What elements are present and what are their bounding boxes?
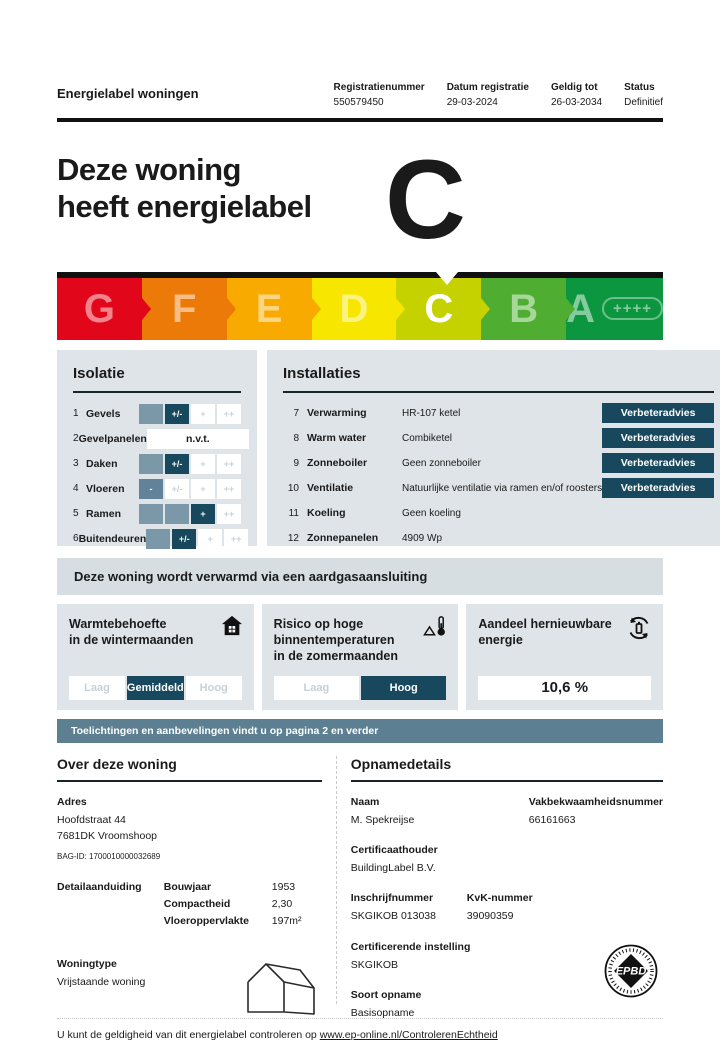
isolatie-row-gevelpanelen: 2 Gevelpanelen n.v.t. xyxy=(73,429,241,449)
rating-not-applicable: n.v.t. xyxy=(147,429,249,449)
current-label-pointer-icon xyxy=(436,272,458,285)
panel-title: Risico op hoge binnentemperaturen in de zomermaanden xyxy=(273,616,399,664)
option-laag: Laag xyxy=(69,676,125,700)
inschrijf-kvk-row xyxy=(351,892,663,924)
verbeteradvies-button[interactable]: Verbeteradvies xyxy=(602,428,714,448)
scale-arrow-icon xyxy=(142,298,151,320)
scale-segment-d xyxy=(312,278,397,340)
footer: U kunt de geldigheid van dit energielabel controleren op www.ep-online.nl/ControlerenEchtheid xyxy=(57,1018,663,1040)
installatie-row-verwarming: 7 Verwarming HR-107 ketel Verbeteradvies xyxy=(283,404,714,423)
option-hoog: Hoog xyxy=(361,676,446,700)
scale-segments xyxy=(57,278,663,340)
rating-cells xyxy=(139,479,241,499)
installatie-row-zonnepanelen: 12 Zonnepanelen 4909 Wp xyxy=(287,532,443,545)
verbeteradvies-button[interactable]: Verbeteradvies xyxy=(602,478,714,498)
certificaathouder-block: Certificaathouder BuildingLabel B.V. xyxy=(350,844,438,875)
rating-cell: ++ xyxy=(217,454,241,474)
segment-letter: B xyxy=(509,286,539,331)
scale-segment-a xyxy=(566,278,663,340)
rating-cell: ++ xyxy=(217,504,241,524)
adres-block: Adres Hoofdstraat 44 7681DK Vroomshoop BAG-ID: 1700010000032689 xyxy=(57,796,322,862)
option-gemiddeld: Gemiddeld xyxy=(127,676,184,700)
details-section xyxy=(57,755,663,1019)
installatie-row-ventilatie: 10 Ventilatie Natuurlijke ventilatie via ramen en/of roosters Verbeteradvies xyxy=(283,479,714,498)
scale-segment-g xyxy=(57,278,142,340)
indicator-panels xyxy=(57,604,663,710)
segment-letter: E xyxy=(255,286,283,331)
panel-title: Aandeel hernieuwbare energie xyxy=(478,616,612,648)
header-divider xyxy=(57,118,663,122)
installatie-row-koeling: 11 Koeling Geen koeling xyxy=(288,507,461,520)
energy-label-scale xyxy=(57,272,663,340)
fact-vloeroppervlakte: Vloeroppervlakte 197m² xyxy=(163,915,302,928)
rating-cell xyxy=(139,504,163,524)
rating-cell: +/- xyxy=(165,404,189,424)
isolatie-row-vloeren: 4 Vloeren - +/- + ++ xyxy=(73,479,241,499)
hernieuwbare-energie-panel xyxy=(466,604,663,710)
rating-cell: + xyxy=(191,404,215,424)
bag-id: BAG-ID: 1700010000032689 xyxy=(57,852,161,862)
section-rule xyxy=(283,391,714,393)
scale-segment-c xyxy=(396,278,481,340)
installatie-row-zonneboiler: 9 Zonneboiler Geen zonneboiler Verbeteradvies xyxy=(283,454,714,473)
svg-text:EPBD: EPBD xyxy=(615,965,647,978)
segment-letter: F xyxy=(172,286,197,331)
opnamedetails-section xyxy=(336,755,663,1019)
rating-cell xyxy=(165,504,189,524)
renewable-energy-icon xyxy=(626,615,652,646)
section-rule xyxy=(351,780,663,782)
rating-cells xyxy=(139,454,241,474)
renewable-energy-value: 10,6 % xyxy=(478,676,651,700)
segment-letter: D xyxy=(339,286,369,331)
warmtebehoefte-panel xyxy=(57,604,254,710)
installaties-title: Installaties xyxy=(283,364,361,382)
segment-letter: A xyxy=(566,286,595,331)
scale-segment-f xyxy=(142,278,227,340)
header-fields xyxy=(312,82,663,108)
woning-facts xyxy=(164,881,322,932)
risico-options xyxy=(274,676,447,700)
verbeteradvies-button[interactable]: Verbeteradvies xyxy=(602,453,714,473)
installaties-panel xyxy=(267,350,720,546)
rating-cell: + xyxy=(198,529,222,549)
rating-cell xyxy=(139,454,163,474)
rating-cells xyxy=(139,504,241,524)
scale-arrow-icon xyxy=(566,298,575,320)
scale-arrow-icon xyxy=(312,298,321,320)
isolatie-panel xyxy=(57,350,257,546)
segment-letter: G xyxy=(83,286,115,331)
isolatie-row-buitendeuren: 6 Buitendeuren +/- + ++ xyxy=(73,529,241,549)
rating-cell: +/- xyxy=(172,529,196,549)
certificerende-instelling-block: Certificerende instelling SKGIKOB xyxy=(350,940,471,971)
segment-letter: C xyxy=(424,286,454,331)
about-title: Over deze woning xyxy=(57,755,177,772)
fact-compactheid: Compactheid 2,30 xyxy=(163,898,293,911)
house-outline-icon xyxy=(240,958,322,1021)
rating-cell: + xyxy=(191,479,215,499)
overheating-icon xyxy=(423,615,447,642)
house-icon xyxy=(221,615,243,642)
installatie-row-warm-water: 8 Warm water Combiketel Verbeteradvies xyxy=(283,429,714,448)
field-geldig-tot: Geldig tot 26-03-2034 xyxy=(550,82,603,108)
rating-cell: ++ xyxy=(217,404,241,424)
hero-text: Deze woning heeft energielabel xyxy=(57,152,312,224)
rating-cells xyxy=(139,404,241,424)
verbeteradvies-button[interactable]: Verbeteradvies xyxy=(602,403,714,423)
rating-cell: + xyxy=(191,454,215,474)
isolatie-row-gevels: 1 Gevels +/- + ++ xyxy=(73,404,241,424)
heating-banner: Deze woning wordt verwarmd via een aardgasaansluiting xyxy=(57,558,663,595)
rating-cell: ++ xyxy=(217,479,241,499)
section-rule xyxy=(73,391,241,393)
field-registratienummer: Registratienummer 550579450 xyxy=(333,82,425,108)
inschrijfnummer-block: Inschrijfnummer SKGIKOB 013038 xyxy=(350,892,436,923)
panel-title: Warmtebehoefte in de wintermaanden xyxy=(69,616,194,648)
energy-label-letter: C xyxy=(385,137,466,262)
detailaanduiding-block: Detailaanduiding Bouwjaar 1953 Compactheid 2,30 Vloeroppervlakte 197m² xyxy=(57,881,322,932)
kvk-block: KvK-nummer 39090359 xyxy=(466,892,533,923)
isolatie-row-daken: 3 Daken +/- + ++ xyxy=(73,454,241,474)
isolatie-row-ramen: 5 Ramen + ++ xyxy=(73,504,241,524)
rating-cell: ++ xyxy=(224,529,248,549)
document-header xyxy=(57,82,663,108)
option-hoog: Hoog xyxy=(186,676,242,700)
scale-segment-e xyxy=(227,278,312,340)
risico-panel xyxy=(262,604,459,710)
section-rule xyxy=(57,780,322,782)
scale-arrow-icon xyxy=(481,298,490,320)
epbd-seal-icon xyxy=(603,943,659,1004)
hero-block xyxy=(57,137,663,262)
fact-bouwjaar: Bouwjaar 1953 xyxy=(163,881,296,894)
rating-cell xyxy=(146,529,170,549)
opname-title: Opnamedetails xyxy=(350,755,452,772)
option-laag: Laag xyxy=(274,676,359,700)
verification-link[interactable]: www.ep-online.nl/ControlerenEchtheid xyxy=(319,1028,498,1040)
naam-vak-row xyxy=(351,796,663,828)
field-status: Status Definitief xyxy=(624,82,663,108)
woningtype-block: Woningtype Vrijstaande woning xyxy=(57,958,322,1021)
scale-arrow-icon xyxy=(227,298,236,320)
soort-opname-block: Soort opname Basisopname xyxy=(350,988,422,1019)
about-section xyxy=(57,756,322,1004)
warmtebehoefte-options xyxy=(69,676,242,700)
scale-arrow-icon xyxy=(396,298,405,320)
rating-cell: +/- xyxy=(165,454,189,474)
vakbekwaamheid-block: Vakbekwaamheidsnummer 66161663 xyxy=(528,795,663,826)
rating-cells xyxy=(147,429,249,449)
field-datum-registratie: Datum registratie 29-03-2024 xyxy=(446,82,529,108)
scale-segment-b xyxy=(481,278,566,340)
rating-cell: - xyxy=(139,479,163,499)
rating-cell: + xyxy=(191,504,215,524)
note-bar: Toelichtingen en aanbevelingen vindt u op pagina 2 en verder xyxy=(57,719,663,743)
rating-panels xyxy=(57,350,696,546)
isolatie-title: Isolatie xyxy=(73,364,125,382)
rating-cell: +/- xyxy=(165,479,189,499)
naam-block: Naam M. Spekreijse xyxy=(350,795,415,826)
a-plus-pill: ++++ xyxy=(602,297,663,320)
rating-cells xyxy=(146,529,248,549)
rating-cell xyxy=(139,404,163,424)
document-title: Energielabel woningen xyxy=(57,86,199,101)
